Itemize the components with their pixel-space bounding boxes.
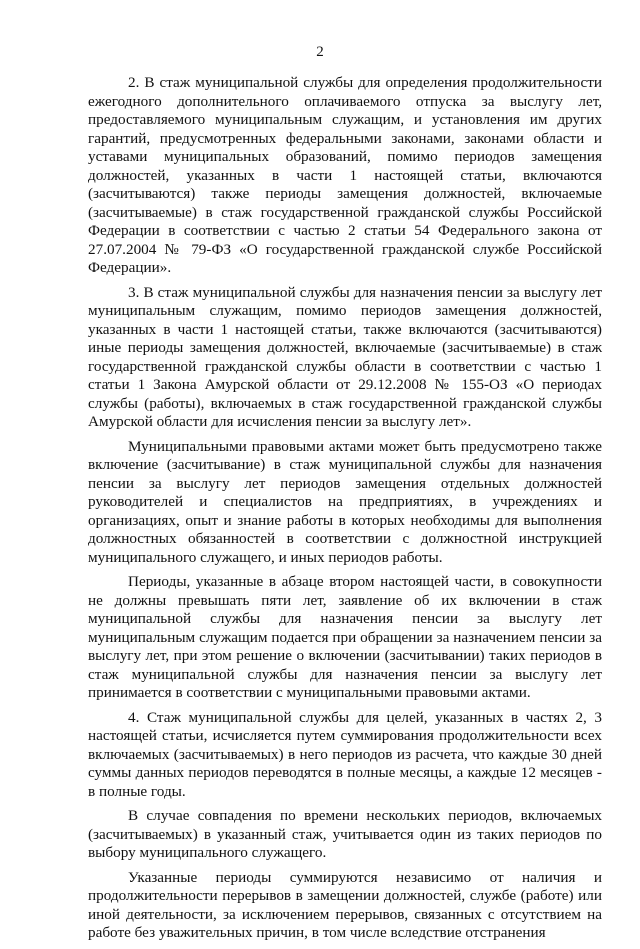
paragraph-part-4-overlap: В случае совпадения по времени нескольких периодов, включаемых (засчитываемых) в указанный стаж, учитывается один из таких периодов по выбору муниципального служащего. [88,807,602,861]
paragraph-part-3: 3. В стаж муниципальной службы для назначения пенсии за выслугу лет муниципальным служащим, помимо периодов замещения должностей, указанных в части 1 настоящей статьи, также включаются (засчитываются) иные периоды замещения должностей, включаемые (засчитываемые) в стаж государственной гражданской службы области в соответствии с частью 1 статьи 1 Закона Амурской области от 29.12.2008 № 155-ОЗ «О периодах службы (работы), включаемых в стаж государственной гражданской службы Амурской области для исчисления пенсии за выслугу лет». [88,283,602,430]
paragraph-part-3-municipal-acts: Муниципальными правовыми актами может быть предусмотрено также включение (засчитывание) в стаж муниципальной службы для назначения пенсии за выслугу лет периодов замещения отдельных должностей руководителей и специалистов на предприятиях, в учреждениях и организациях, опыт и знание работы в которых необходимы для выполнения должностных обязанностей в соответствии с должностной инструкцией муниципального служащего, и иных периодов работы. [88,437,602,566]
paragraph-part-2: 2. В стаж муниципальной службы для определения продолжительности ежегодного дополнительного оплачиваемого отпуска за выслугу лет, предоставляемого муниципальным служащим, и установления им других гарантий, предусмотренных федеральными законами, законами области и уставами муниципальных образований, помимо периодов замещения должностей, указанных в части 1 настоящей статьи, включаются (засчитываются) также периоды замещения должностей, включаемые (засчитываемые) в стаж государственной гражданской службы Российской Федерации в соответствии с частью 2 статьи 54 Федерального закона от 27.07.2004 № 79-ФЗ «О государственной гражданской службе Российской Федерации». [88,74,602,276]
paragraph-part-3-periods-limit: Периоды, указанные в абзаце втором настоящей части, в совокупности не должны превышать пяти лет, заявление об их включении в стаж муниципальной службы для назначения пенсии за выслугу лет муниципальным служащим подается при обращении за назначением пенсии за выслугу лет, при этом решение о включении (засчитывании) таких периодов в стаж муниципальной службы для назначения пенсии за выслугу лет принимается в соответствии с муниципальными правовыми актами. [88,573,602,701]
paragraph-part-4-breaks: Указанные периоды суммируются независимо от наличия и продолжительности перерывов в замещении должностей, службе (работе) или иной деятельности, за исключением перерывов, связанных с отсутствием на работе без уважительных причин, в том числе вследствие отстранения [88,868,602,941]
paragraph-part-4: 4. Стаж муниципальной службы для целей, указанных в частях 2, 3 настоящей статьи, исчисляется путем суммирования продолжительности всех включаемых (засчитываемых) в него периодов из расчета, что каждые 30 дней суммы данных периодов переводятся в полные месяцы, а каждые 12 месяцев - в полные годы. [88,708,602,800]
document-body [88,74,602,949]
page-number: 2 [316,44,324,60]
